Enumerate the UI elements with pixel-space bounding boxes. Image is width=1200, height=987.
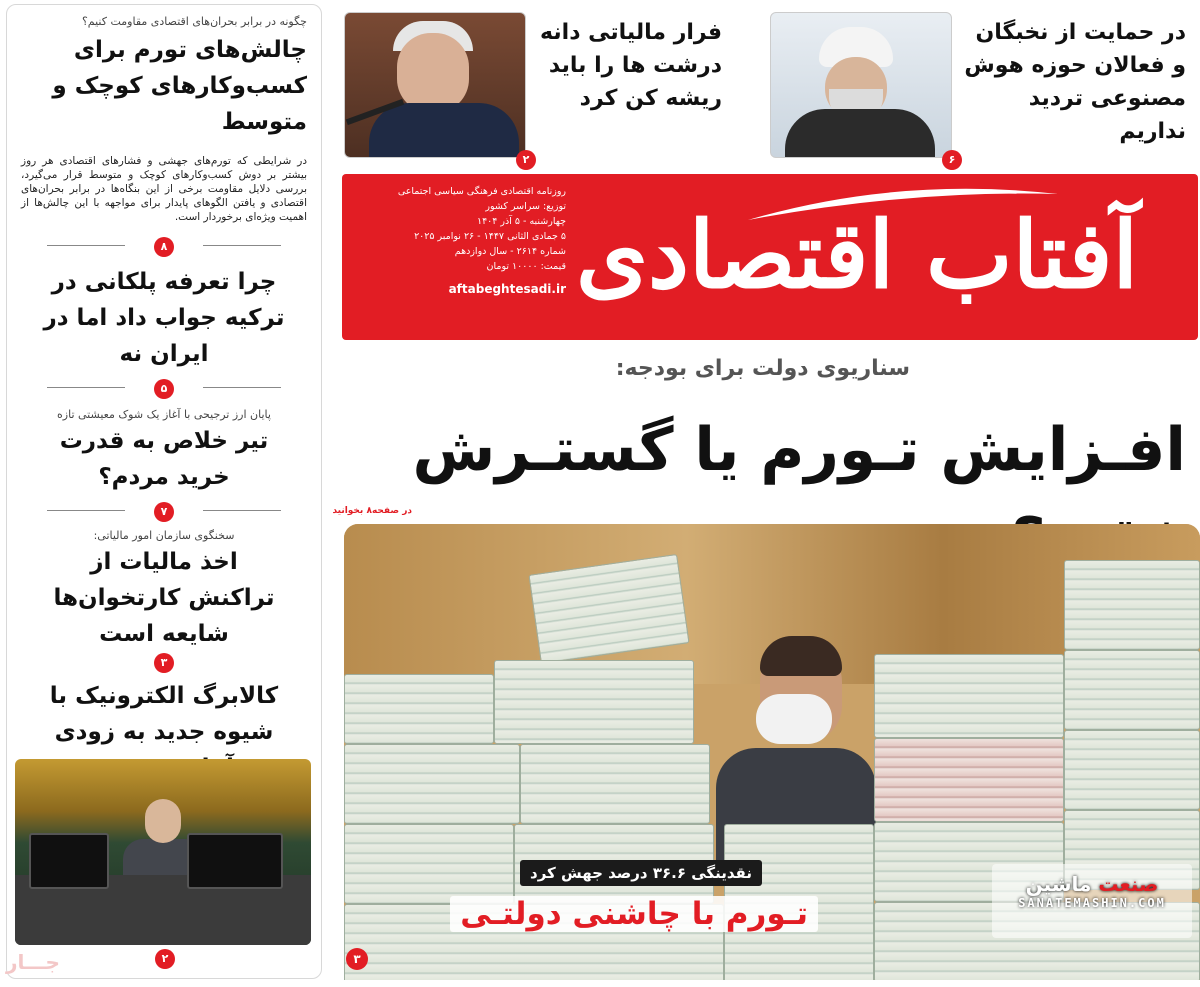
meta-line: قیمت: ۱۰۰۰۰ تومان xyxy=(486,261,566,272)
story4-separator xyxy=(47,652,281,672)
masthead xyxy=(342,174,1198,340)
top-left-page-badge: ۲ xyxy=(516,150,536,170)
story1-page-badge: ۸ xyxy=(154,237,174,257)
story3-page-badge: ۷ xyxy=(154,502,174,522)
story4-title[interactable]: اخذ مالیات از تراکنش کارتخوان‌ها شایعه است xyxy=(53,549,275,647)
politician-photo[interactable] xyxy=(344,12,526,158)
parliament-speaker-photo[interactable] xyxy=(15,759,311,945)
top-left-story-title[interactable]: فرار مالیاتی دانه درشت ها را باید ریشه کن کرد xyxy=(540,20,722,111)
corner-logo: جـــار xyxy=(6,950,60,974)
meta-line: شماره ۲۶۱۴ - سال دوازدهم xyxy=(454,246,566,257)
story5-page-badge: ۲ xyxy=(155,949,175,969)
watermark-word-2: ماشین xyxy=(1025,872,1092,896)
photo-caption-main[interactable]: تـورم با چاشنی دولتـی xyxy=(450,896,818,932)
main-supertitle: سناریوی دولت برای بودجه: xyxy=(615,356,910,381)
story1-title[interactable]: چالش‌های تورم برای کسب‌وکارهای کوچک و متوسط xyxy=(52,37,307,135)
top-right-page-badge: ۶ xyxy=(942,150,962,170)
site-watermark xyxy=(992,864,1192,938)
story5-title[interactable]: کالابرگ الکترونیک با شیوه جدید به زودی xyxy=(49,683,279,745)
main-headline[interactable]: افـزایش تـورم یا گستـرش xyxy=(412,415,1186,485)
meta-line: ۵ جمادی الثانی ۱۴۴۷ - ۲۶ نوامبر ۲۰۲۵ xyxy=(414,231,566,242)
story3-title[interactable]: تیر خلاص به قدرت خرید مردم؟ xyxy=(59,428,269,490)
story3-kicker: پایان ارز ترجیحی با آغاز یک شوک معیشتی تازه xyxy=(57,408,271,421)
photo-caption-sub: نقدینگی ۳۶.۶ درصد جهش کرد xyxy=(520,860,762,886)
money-stacks-photo[interactable] xyxy=(344,524,1200,980)
story2-title[interactable]: چرا تعرفه پلکانی در ترکیه جواب داد اما در ایران نه xyxy=(43,269,285,367)
story4-page-badge: ۳ xyxy=(154,653,174,673)
read-more-note[interactable]: در صفحه۸ بخوانید xyxy=(332,506,412,516)
meta-line: چهارشنبه - ۵ آذر ۱۴۰۴ xyxy=(476,216,566,227)
story1-separator xyxy=(47,236,281,256)
newspaper-logo: آفتاب اقتصادی xyxy=(575,201,1138,309)
story1-body: در شرایطی که تورم‌های جهشی و فشارهای اقتصادی هر روز بیشتر بر دوش کسب‌وکارهای کوچک و متوسط قرار می‌گیرد، بررسی دلایل مقاومت برخی از این بنگاه‌ها در برابر بحران‌های اقتصادی و یافتن الگوهای پایدار برای مواجهه با این چالش‌ها از اهمیت ویژه‌ای برخوردار است. xyxy=(21,155,307,223)
meta-line: روزنامه اقتصادی فرهنگی سیاسی اجتماعی xyxy=(397,186,566,197)
masthead-meta xyxy=(366,184,566,297)
story3-separator xyxy=(47,501,281,521)
cleric-photo[interactable] xyxy=(770,12,952,158)
top-right-story-title[interactable]: در حمایت از نخبگان و فعالان حوزه هوش مصنوعی تردید نداریم xyxy=(964,20,1186,144)
meta-line: توزیع: سراسر کشور xyxy=(485,201,566,212)
watermark-url: SANATEMASHIN.COM xyxy=(1018,896,1166,910)
photo-page-badge: ۳ xyxy=(346,948,368,970)
story4-kicker: سخنگوی سازمان امور مالیاتی: xyxy=(93,529,235,542)
sidebar-column xyxy=(6,4,322,979)
story2-page-badge: ۵ xyxy=(154,379,174,399)
face-mask xyxy=(756,694,832,744)
story2-separator xyxy=(47,378,281,398)
watermark-word-1: صنعت xyxy=(1098,872,1159,896)
website-link[interactable]: aftabeghtesadi.ir xyxy=(448,282,566,296)
story1-kicker: چگونه در برابر بحران‌های اقتصادی مقاومت کنیم؟ xyxy=(81,15,307,28)
